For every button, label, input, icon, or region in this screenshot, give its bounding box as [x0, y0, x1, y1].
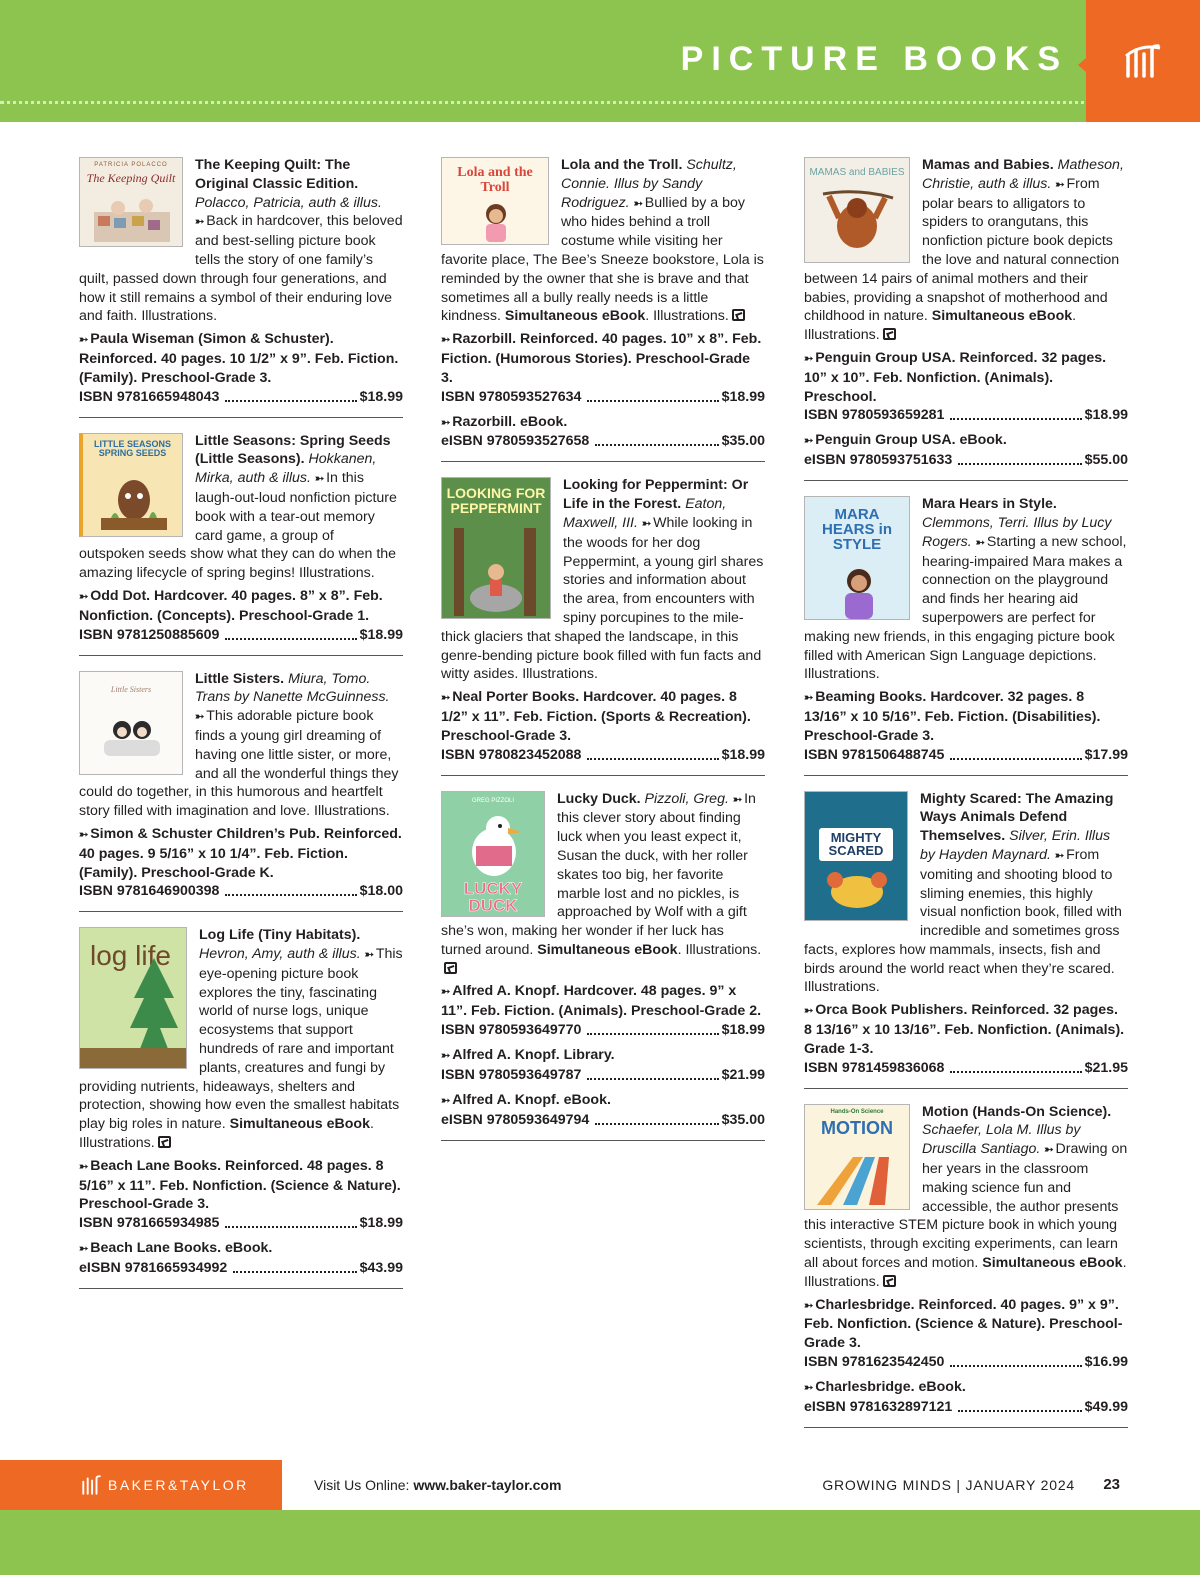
column-2 [441, 156, 765, 1155]
price: $21.95 [1084, 1059, 1128, 1076]
cover-title: Little Sisters [110, 684, 152, 694]
book-description: Little Seasons: Spring Seeds (Little Seasons). Hokkanen, Mirka, auth & illus. ➳ In this laugh-out-loud nonfiction picture book with a tear-out memory card game, a group of outspoken seeds show what they can do when the amazing lifecycle of spring begins! Illustrations. [79, 432, 397, 582]
arrow-bullet-icon: ➳ [195, 216, 204, 229]
header-logo-tab [1086, 0, 1200, 122]
book-description: Mara Hears in Style. Clemmons, Terri. Illus by Lucy Rogers. ➳ Starting a new school, hearing-impaired Mara makes a connection on the playground and finds her hearing aid superpowers are perfect for making new friends, in this engaging picture book filled with American Sign Language depictions. Illustrations. [804, 496, 1127, 683]
book-cover-lola-troll [441, 157, 549, 245]
arrow-bullet-icon: ➳ [441, 1050, 450, 1063]
baker-taylor-logo-icon [1122, 42, 1162, 82]
arrow-bullet-icon: ➳ [441, 692, 450, 705]
arrow-bullet-icon: ➳ [804, 435, 813, 448]
arrow-bullet-icon: ➳ [79, 334, 88, 347]
arrow-bullet-icon: ➳ [975, 536, 984, 549]
publisher-info: ➳ Charlesbridge. eBook. [804, 1379, 966, 1396]
cover-series: Hands-On Science [830, 1108, 884, 1115]
cover-title: MAMAS and BABIES [809, 167, 905, 178]
price: $43.99 [359, 1260, 403, 1277]
isbn-price-row: ISBN 9781459836068 $21.95 [804, 1059, 1128, 1076]
price: $18.99 [359, 1215, 403, 1232]
book-entry [441, 476, 765, 775]
price: $18.99 [359, 388, 403, 405]
cover-title: Lola and the Troll [457, 165, 533, 195]
arrow-bullet-icon: ➳ [364, 949, 373, 962]
publisher-info: ➳ Neal Porter Books. Hardcover. 40 pages. 8 1/2” x 11”. Feb. Fiction. (Sports & Recreation). Preschool-Grade 3. [441, 689, 751, 744]
book-description: Lola and the Troll. Schultz, Connie. Illus by Sandy Rodriguez. ➳ Bullied by a boy who hides behind a troll costume while visiting her favorite place, The Bee’s Sneeze bookstore, Lola is reminded by the owner that she is brave and that sometimes all a bully really needs is a little kindness. Simultaneous eBook. Illustrations. [441, 157, 764, 325]
seed-character-icon [101, 470, 167, 530]
book-description: Looking for Peppermint: Or Life in the Forest. Eaton, Maxwell, III. ➳ While looking in the woods for her dog Peppermint, a young girl shares stories and information about the area, from encounters with spiny porcupines to the mile-thick glaciers that shaped the landscape, in this genre-bending picture book filled with fun facts and witty asides. Illustrations. [441, 477, 764, 683]
animal-illustration-icon [815, 866, 899, 916]
price: $21.99 [721, 1066, 765, 1083]
girl-illustration-icon [472, 200, 520, 244]
price: $18.99 [359, 626, 403, 643]
price: $16.99 [1084, 1354, 1128, 1371]
isbn-price-row: ISBN 9781506488745 $17.99 [804, 746, 1128, 763]
book-cover-mighty-scared [804, 791, 908, 921]
isbn-price-row: ISBN 9781646900398 $18.00 [79, 883, 403, 900]
ebook-icon [732, 309, 745, 321]
book-description: Mighty Scared: The Amazing Ways Animals Defend Themselves. Silver, Erin. Illus by Hayden Maynard. ➳ From vomiting and shooting blood to sliming enemies, this highly visual nonfiction book, filled with incredible and sometimes gross facts, explores how mammals, insects, fish and birds around the world react when they’re scared. Illustrations. [804, 790, 1122, 996]
book-entry [804, 1103, 1128, 1428]
price: $55.00 [1084, 452, 1128, 469]
isbn-price-row: ISBN 9780593649770 $18.99 [441, 1022, 765, 1039]
publisher-info: ➳ Odd Dot. Hardcover. 40 pages. 8” x 8”. Feb. Nonfiction. (Concepts). Preschool-Grade 1. [79, 587, 383, 624]
publisher-info: ➳ Alfred A. Knopf. eBook. [441, 1091, 611, 1108]
book-entry [79, 926, 403, 1289]
footer-green-band [0, 1510, 1200, 1575]
book-description: Log Life (Tiny Habitats). Hevron, Amy, auth & illus. ➳ This eye-opening picture book explores the tiny, fascinating world of nurse logs, unique ecosystems that support hundreds of rare and important plants, creatures and fungi by providing nutrients, hideaways, shelters and protection, showing how even the smallest habitats play big roles in nature. Simultaneous eBook. Illustrations. [79, 927, 403, 1152]
sisters-illustration-icon [100, 712, 164, 762]
arrow-bullet-icon: ➳ [804, 692, 813, 705]
ebook-icon [883, 328, 896, 340]
publisher-info: ➳ Orca Book Publishers. Reinforced. 32 pages. 8 13/16” x 10 13/16”. Feb. Nonfiction. (Animals). Grade 1-3. [804, 1002, 1125, 1057]
publisher-info: ➳ Beach Lane Books. Reinforced. 48 pages. 8 5/16” x 11”. Feb. Nonfiction. (Science & Nature). Preschool-Grade 3. [79, 1157, 401, 1213]
section-title: PICTURE BOOKS [680, 40, 1068, 78]
arrow-bullet-icon: ➳ [441, 1094, 450, 1107]
publisher-info: ➳ Razorbill. eBook. [441, 413, 568, 430]
column-1 [79, 156, 403, 1303]
website-link[interactable]: www.baker-taylor.com [413, 1477, 562, 1493]
ramp-illustration-icon [813, 1151, 903, 1207]
publisher-info: ➳ Simon & Schuster Children’s Pub. Reinforced. 40 pages. 9 5/16” x 10 1/4”. Feb. Fiction. (Family). Preschool-Grade K. [79, 825, 402, 881]
price: $18.99 [721, 746, 765, 763]
arrow-bullet-icon: ➳ [641, 517, 651, 530]
book-cover-log-life [79, 927, 187, 1069]
isbn-price-row: ISBN 9780593527634 $18.99 [441, 388, 765, 405]
book-entry [804, 790, 1128, 1089]
arrow-bullet-icon: ➳ [1055, 178, 1064, 191]
cover-title: The Keeping Quilt [86, 171, 176, 185]
isbn-price-row: ISBN 9781623542450 $16.99 [804, 1354, 1128, 1371]
publisher-info: ➳ Alfred A. Knopf. Hardcover. 48 pages. 9” x 11”. Feb. Fiction. (Animals). Preschool-Grade 2. [441, 983, 762, 1020]
book-cover-mamas-babies [804, 157, 910, 263]
book-description: Lucky Duck. Pizzoli, Greg. ➳ In this clever story about finding luck when you least expect it, Susan the duck, with her roller skates too big, her favorite marble lost and no pickles, is approached by Wolf with a gift she’s won, making her wonder if her luck has turned around. Simultaneous eBook. Illustrations. [441, 790, 765, 979]
book-cover-looking-for-peppermint [441, 477, 551, 619]
arrow-bullet-icon: ➳ [633, 197, 642, 210]
publisher-info: ➳ Charlesbridge. Reinforced. 40 pages. 9” x 9”. Feb. Nonfiction. (Science & Nature). Preschool-Grade 3. [804, 1296, 1123, 1352]
price: $18.00 [359, 883, 403, 900]
publisher-info: ➳ Alfred A. Knopf. Library. [441, 1047, 615, 1064]
price: $18.99 [721, 1022, 765, 1039]
ebook-icon [158, 1136, 171, 1148]
ebook-icon [883, 1275, 896, 1287]
isbn-price-row: ISBN 9780823452088 $18.99 [441, 746, 765, 763]
isbn-price-row: ISBN 9781665948043 $18.99 [79, 388, 403, 405]
arrow-bullet-icon: ➳ [804, 352, 813, 365]
arrow-bullet-icon: ➳ [441, 986, 450, 999]
cover-title: MIGHTY SCARED [819, 828, 893, 861]
book-description: Little Sisters. Miura, Tomo. Trans by Nanette McGuinness. ➳ This adorable picture book finds a young girl dreaming of having one little sister, or more, and all the wonderful things they could do together, in this humorous and heartfelt story filled with imagination and love. Illustrations. [79, 670, 399, 820]
header-dotted-rule [0, 101, 1200, 104]
price: $35.00 [721, 1111, 765, 1128]
isbn-price-row: eISBN 9780593751633 $55.00 [804, 452, 1128, 469]
publisher-info: ➳ Penguin Group USA. Reinforced. 32 pages. 10” x 10”. Feb. Nonfiction. (Animals). Preschool. [804, 349, 1107, 405]
book-entry [441, 790, 765, 1141]
book-description: Motion (Hands-On Science). Schaefer, Lola M. Illus by Druscilla Santiago. ➳ Drawing on her years in the classroom making science fun and accessible, the author presents this interactive STEM picture book in which young scientists, through exciting experiments, can learn all about forces and motion. Simultaneous eBook. Illustrations. [804, 1103, 1128, 1290]
cover-title: log life [90, 940, 171, 972]
isbn-price-row: ISBN 9781665934985 $18.99 [79, 1215, 403, 1232]
arrow-bullet-icon: ➳ [441, 334, 450, 347]
page-header [0, 0, 1200, 122]
price: $18.99 [721, 388, 765, 405]
book-cover-keeping-quilt [79, 157, 183, 247]
girl-illustration-icon [831, 563, 887, 619]
arrow-bullet-icon: ➳ [195, 711, 204, 724]
footer-brand-name: BAKER&TAYLOR [108, 1477, 249, 1493]
isbn-price-row: eISBN 9780593527658 $35.00 [441, 433, 765, 450]
arrow-bullet-icon: ➳ [804, 1299, 813, 1312]
publisher-info: ➳ Beach Lane Books. eBook. [79, 1240, 273, 1257]
cover-title: LOOKING FOR PEPPERMINT [446, 485, 546, 517]
arrow-bullet-icon: ➳ [79, 1160, 88, 1173]
isbn-price-row: eISBN 9781632897121 $49.99 [804, 1398, 1128, 1415]
book-cover-little-seasons [79, 433, 183, 537]
book-entry [79, 432, 403, 656]
arrow-bullet-icon: ➳ [79, 590, 88, 603]
arrow-bullet-icon: ➳ [1054, 849, 1064, 862]
column-3 [804, 156, 1128, 1442]
arrow-bullet-icon: ➳ [314, 473, 324, 486]
arrow-bullet-icon: ➳ [732, 793, 742, 806]
arrow-bullet-icon: ➳ [441, 416, 450, 429]
book-description: Mamas and Babies. Matheson, Christie, auth & illus. ➳ From polar bears to alligators to spiders to orangutans, this nonfiction picture book depicts the love and natural connection between 14 pairs of animal mothers and their babies, providing a snapshot of motherhood and childhood in nature. Simultaneous eBook. Illustrations. [804, 157, 1124, 344]
visit-online: Visit Us Online: www.baker-taylor.com [314, 1477, 562, 1493]
book-description: The Keeping Quilt: The Original Classic Edition. Polacco, Patricia, auth & illus. ➳ Back in hardcover, this beloved and best-selling picture book tells the story of one family’s quilt, passed down through four generations, and how it still remains a symbol of their enduring love and faith. Illustrations. [79, 157, 403, 325]
isbn-price-row: ISBN 9780593649787 $21.99 [441, 1066, 765, 1083]
publisher-info: ➳ Razorbill. Reinforced. 40 pages. 10” x 8”. Feb. Fiction. (Humorous Stories). Preschool-Grade 3. [441, 331, 762, 386]
book-entry [79, 670, 403, 913]
publisher-info: ➳ Beaming Books. Hardcover. 32 pages. 8 13/16” x 10 5/16”. Feb. Fiction. (Disabilities). Preschool-Grade 3. [804, 689, 1101, 744]
book-cover-lucky-duck [441, 791, 545, 917]
cover-author: PATRICIA POLACCO [94, 162, 168, 168]
arrow-bullet-icon: ➳ [804, 1005, 813, 1018]
cover-title: MOTION [821, 1117, 893, 1138]
arrow-bullet-icon: ➳ [79, 1243, 88, 1256]
cover-title: LITTLE SEASONS SPRING SEEDS [93, 438, 171, 458]
book-cover-motion [804, 1104, 910, 1210]
publisher-info: ➳ Penguin Group USA. eBook. [804, 432, 1007, 449]
price: $18.99 [1084, 407, 1128, 424]
arrow-bullet-icon: ➳ [1044, 1144, 1053, 1157]
ebook-icon [444, 962, 457, 974]
isbn-price-row: eISBN 9780593649794 $35.00 [441, 1111, 765, 1128]
book-entry [804, 495, 1128, 775]
publisher-info: ➳ Paula Wiseman (Simon & Schuster). Reinforced. 40 pages. 10 1/2” x 9”. Feb. Fiction. (Family). Preschool-Grade 3. [79, 331, 399, 386]
isbn-price-row: ISBN 9780593659281 $18.99 [804, 407, 1128, 424]
arrow-bullet-icon: ➳ [79, 828, 88, 841]
price: $17.99 [1084, 746, 1128, 763]
isbn-price-row: eISBN 9781665934992 $43.99 [79, 1260, 403, 1277]
header-tab-notch [1078, 58, 1086, 72]
book-entry [79, 156, 403, 418]
baker-taylor-logo-icon [80, 1474, 102, 1496]
cover-author: GREG PIZZOLI [471, 797, 514, 804]
cover-title: MARA HEARS in STYLE [821, 506, 892, 554]
arrow-bullet-icon: ➳ [804, 1382, 813, 1395]
book-entry [441, 156, 765, 462]
page-number: 23 [1103, 1476, 1120, 1493]
issue-label: GROWING MINDS | JANUARY 2024 [822, 1477, 1075, 1493]
book-entry [804, 156, 1128, 481]
forest-illustration-icon [446, 528, 546, 616]
cover-title: LUCKY DUCK [463, 878, 523, 916]
page-footer [0, 1460, 1200, 1510]
book-cover-mara-hears [804, 496, 910, 620]
footer-brand-block [0, 1460, 282, 1510]
quilt-illustration-icon [88, 198, 176, 244]
price: $49.99 [1084, 1398, 1128, 1415]
duck-illustration-icon [458, 810, 530, 880]
orangutan-illustration-icon [819, 188, 897, 260]
book-cover-little-sisters [79, 671, 183, 775]
price: $35.00 [721, 433, 765, 450]
isbn-price-row: ISBN 9781250885609 $18.99 [79, 626, 403, 643]
